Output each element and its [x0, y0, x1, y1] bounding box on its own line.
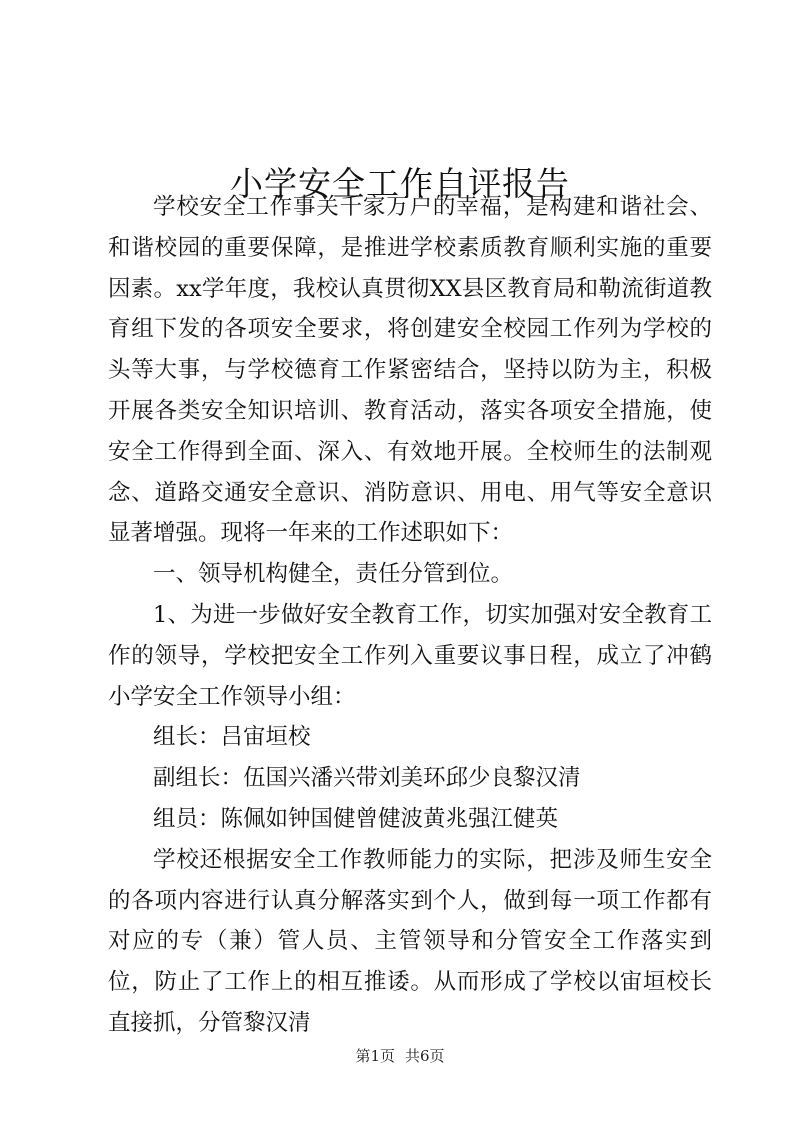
page-number: 第1页 [355, 1047, 395, 1065]
paragraph-members: 组员：陈佩如钟国健曾健波黄兆强江健英 [153, 805, 559, 832]
section-heading: 一、领导机构健全，责任分管到位。 [153, 561, 514, 588]
paragraph-responsibility: 学校还根据安全工作教师能力的实际，把涉及师生安全的各项内容进行认真分解落实到个人，做到每一项工作都有对应的专（兼）管人员、主管领导和分管安全工作落实到位，防止了工作上的相互推诿。从而形成了学校以宙垣校长直接抓，分管黎汉清 [108, 846, 712, 1036]
document-body [108, 187, 712, 1044]
page-footer [0, 1046, 800, 1066]
document-title: 小学安全工作自评报告 [230, 164, 570, 204]
paragraph-leadership: 1、为进一步做好安全教育工作，切实加强对安全教育工作的领导，学校把安全工作列入重要议事日程，成立了冲鹤小学安全工作领导小组： [108, 601, 712, 710]
paragraph-group-leader: 组长：吕宙垣校 [153, 724, 311, 751]
paragraph-intro: 学校安全工作事关千家万户的幸福，是构建和谐社会、和谐校园的重要保障，是推进学校素质教育顺利实施的重要因素。xx学年度，我校认真贯彻XX县区教育局和勒流街道教育组下发的各项安全要求，将创建安全校园工作列为学校的头等大事，与学校德育工作紧密结合，坚持以防为主，积极开展各类安全知识培训、教育活动，落实各项安全措施，使安全工作得到全面、深入、有效地开展。全校师生的法制观念、道路交通安全意识、消防意识、用电、用气等安全意识显著增强。现将一年来的工作述职如下： [108, 194, 712, 547]
paragraph-deputy-leaders: 副组长：伍国兴潘兴带刘美环邱少良黎汉清 [153, 765, 581, 792]
page-total: 共6页 [405, 1047, 445, 1065]
